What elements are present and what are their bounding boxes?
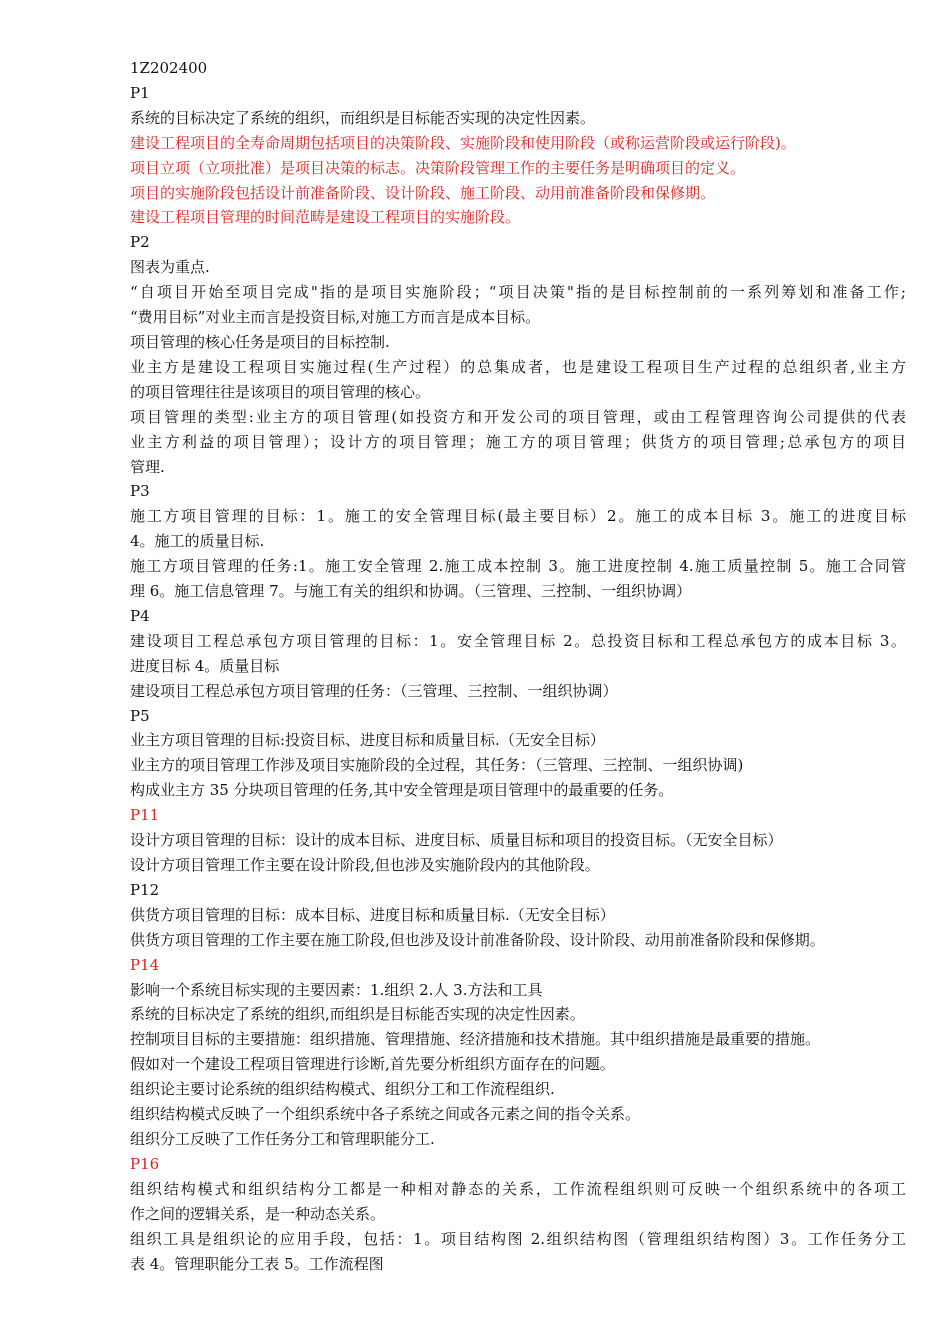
text-line: 项目的实施阶段包括设计前准备阶段、设计阶段、施工阶段、动用前准备阶段和保修期。	[130, 183, 716, 202]
text-line: 图表为重点.	[130, 258, 210, 277]
text-line: 供货方项目管理的目标：成本目标、进度目标和质量目标.（无安全目标）	[130, 905, 615, 924]
text-line: 作之间的逻辑关系，是一种动态关系。	[130, 1204, 386, 1223]
text-line: 设计方项目管理的目标：设计的成本目标、进度目标、质量目标和项目的投资目标。（无安全目标）	[130, 831, 783, 850]
text-line: 项目立项（立项批准）是项目决策的标志。决策阶段管理工作的主要任务是明确项目的定义。	[130, 158, 746, 177]
text-line: 组织结构模式反映了一个组织系统中各子系统之间或各元素之间的指令关系。	[130, 1105, 641, 1124]
text-line: P1	[130, 83, 150, 102]
text-line: 建设项目工程总承包方项目管理的任务：（三管理、三控制、一组织协调）	[130, 681, 618, 700]
text-line: P4	[130, 606, 150, 625]
text-line: 项目管理的类型:业主方的项目管理(如投资方和开发公司的项目管理，或由工程管理咨询公司提供的代表	[130, 407, 906, 426]
text-line: P16	[130, 1154, 160, 1173]
text-line: 假如对一个建设工程项目管理进行诊断,首先要分析组织方面存在的问题。	[130, 1055, 615, 1074]
text-line: 建设项目工程总承包方项目管理的目标：1。安全管理目标 2。总投资目标和工程总承包方的成本目标 3。	[130, 631, 906, 650]
text-line: 组织分工反映了工作任务分工和管理职能分工.	[130, 1129, 435, 1148]
text-line: 建设工程项目管理的时间范畴是建设工程项目的实施阶段。	[130, 208, 521, 227]
text-line: 表 4。管理职能分工表 5。工作流程图	[130, 1254, 384, 1273]
text-line: P5	[130, 706, 150, 725]
text-line: 业主方利益的项目管理）；设计方的项目管理；施工方的项目管理；供货方的项目管理;总承包方的项目	[130, 432, 906, 451]
text-line: 系统的目标决定了系统的组织,而组织是目标能否实现的决定性因素。	[130, 1005, 585, 1024]
document-page	[130, 56, 906, 1276]
text-line: 项目管理的核心任务是项目的目标控制.	[130, 332, 390, 351]
text-line: 理 6。施工信息管理 7。与施工有关的组织和协调。（三管理、三控制、一组织协调）	[130, 582, 692, 601]
text-line: 影响一个系统目标实现的主要因素：1.组织 2.人 3.方法和工具	[130, 980, 543, 999]
text-line: 管理.	[130, 457, 165, 476]
text-line: 组织结构模式和组织结构分工都是一种相对静态的关系，工作流程组织则可反映一个组织系统中的各项工	[130, 1179, 906, 1198]
text-line: P3	[130, 482, 150, 501]
text-line: “费用目标”对业主而言是投资目标,对施工方而言是成本目标。	[130, 308, 541, 327]
text-line: 供货方项目管理的工作主要在施工阶段,但也涉及设计前准备阶段、设计阶段、动用前准备阶段和保修期。	[130, 930, 825, 949]
text-line: 业主方的项目管理工作涉及项目实施阶段的全过程，其任务：（三管理、三控制、一组织协调)	[130, 756, 744, 775]
text-line: 进度目标 4。质量目标	[130, 656, 280, 675]
text-line: P2	[130, 233, 150, 252]
text-line: 设计方项目管理工作主要在设计阶段,但也涉及实施阶段内的其他阶段。	[130, 856, 600, 874]
text-line: 施工方项目管理的目标：1。施工的安全管理目标(最主要目标）2。施工的成本目标 3。施工的进度目标	[130, 507, 906, 526]
text-line: 的项目管理往往是该项目的项目管理的核心。	[130, 382, 431, 401]
text-line: 施工方项目管理的任务:1。施工安全管理 2.施工成本控制 3。施工进度控制 4.施工质量控制 5。施工合同管	[130, 557, 906, 576]
text-line: P11	[130, 806, 160, 825]
text-line: 系统的目标决定了系统的组织，而组织是目标能否实现的决定性因素。	[130, 108, 596, 127]
text-line: 控制项目目标的主要措施：组织措施、管理措施、经济措施和技术措施。其中组织措施是最重要的措施。	[130, 1030, 821, 1049]
text-line: 组织工具是组织论的应用手段，包括：1。项目结构图 2.组织结构图（管理组织结构图）3。工作任务分工	[130, 1229, 906, 1248]
text-line: 业主方项目管理的目标:投资目标、进度目标和质量目标.（无安全目标）	[130, 731, 605, 750]
text-line: 4。施工的质量目标.	[130, 532, 265, 551]
text-line: “自项目开始至项目完成"指的是项目实施阶段；“项目决策"指的是目标控制前的一系列筹划和准备工作;	[130, 283, 906, 302]
text-line: 组织论主要讨论系统的组织结构模式、组织分工和工作流程组织.	[130, 1080, 555, 1099]
text-line: 1Z202400	[130, 59, 208, 77]
text-line: P12	[130, 880, 160, 899]
text-line: 业主方是建设工程项目实施过程(生产过程）的总集成者，也是建设工程项目生产过程的总组织者,业主方	[130, 357, 906, 376]
text-line: 建设工程项目的全寿命周期包括项目的决策阶段、实施阶段和使用阶段（或称运营阶段或运行阶段)。	[130, 133, 796, 152]
text-line: 构成业主方 35 分块项目管理的任务,其中安全管理是项目管理中的最重要的任务。	[130, 781, 674, 800]
text-line: P14	[130, 955, 160, 974]
